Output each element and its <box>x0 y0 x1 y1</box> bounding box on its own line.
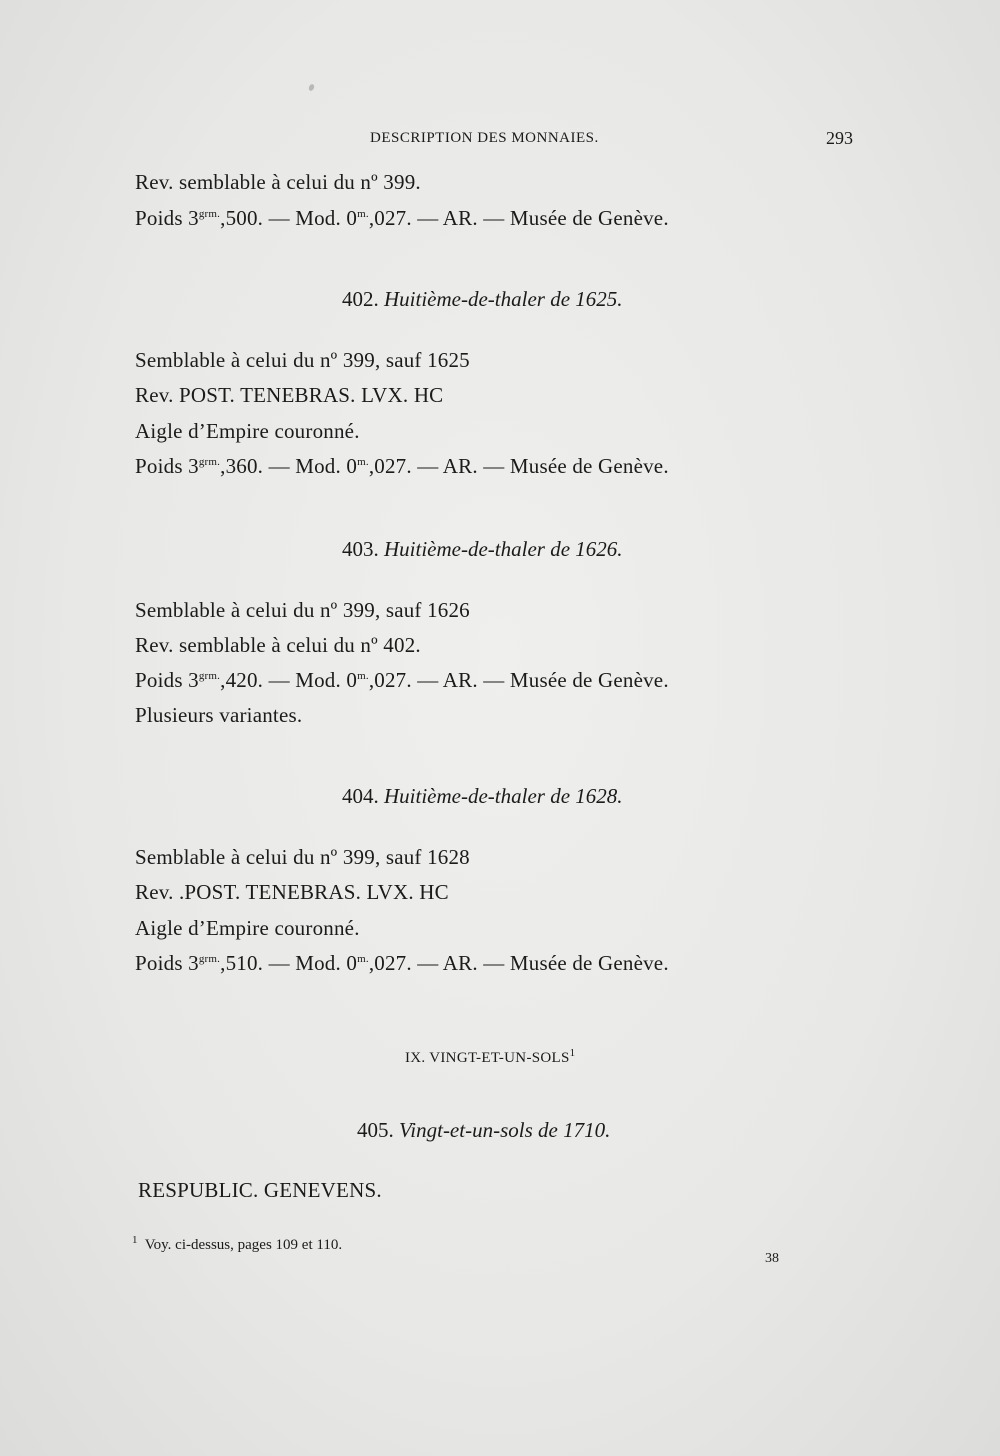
entry-402-reverse: Rev. POST. TENEBRAS. LVX. HC <box>135 383 444 407</box>
entry-404-weight: Poids $3^{grm.},510$. — Mod. $0^{m.},027$. — AR. — Musée de Genève. <box>135 951 669 975</box>
signature-mark: 38 <box>765 1251 779 1266</box>
entry-405-heading: 405. Vingt-et-un-sols de 1710. <box>357 1118 611 1142</box>
entry-405-legend: RESPUBLIC. GENEVENS. <box>138 1178 382 1202</box>
section-heading: IX. VINGT-ET-UN-SOLS$^1$ <box>405 1047 576 1066</box>
entry-401-weight: Poids $3^{grm.},500$. — Mod. $0^{m.},027$. — AR. — Musée de Genève. <box>135 206 669 230</box>
entry-402-heading: 402. Huitième-de-thaler de 1625. <box>342 287 623 311</box>
entry-401-reverse: Rev. semblable à celui du nº 399. <box>135 170 421 194</box>
entry-404-reverse: Rev. .POST. TENEBRAS. LVX. HC <box>135 880 449 904</box>
entry-404-heading: 404. Huitième-de-thaler de 1628. <box>342 784 623 808</box>
ink-speck <box>308 83 315 91</box>
entry-403-line1: Semblable à celui du nº 399, sauf 1626 <box>135 598 470 622</box>
entry-403-variants: Plusieurs variantes. <box>135 703 303 727</box>
entry-402-line3: Aigle d’Empire couronné. <box>135 419 360 443</box>
entry-404-line1: Semblable à celui du nº 399, sauf 1628 <box>135 845 470 869</box>
entry-404-line3: Aigle d’Empire couronné. <box>135 916 360 940</box>
entry-403-reverse: Rev. semblable à celui du nº 402. <box>135 633 421 657</box>
footnote: $^1$ Voy. ci-dessus, pages 109 et 110. <box>132 1234 343 1253</box>
running-header: DESCRIPTION DES MONNAIES. <box>370 130 599 146</box>
entry-403-heading: 403. Huitième-de-thaler de 1626. <box>342 537 623 561</box>
entry-403-weight: Poids $3^{grm.},420$. — Mod. $0^{m.},027$. — AR. — Musée de Genève. <box>135 668 669 692</box>
entry-402-line1: Semblable à celui du nº 399, sauf 1625 <box>135 348 470 372</box>
entry-402-weight: Poids $3^{grm.},360$. — Mod. $0^{m.},027$. — AR. — Musée de Genève. <box>135 454 669 478</box>
page-number: 293 <box>826 128 853 148</box>
